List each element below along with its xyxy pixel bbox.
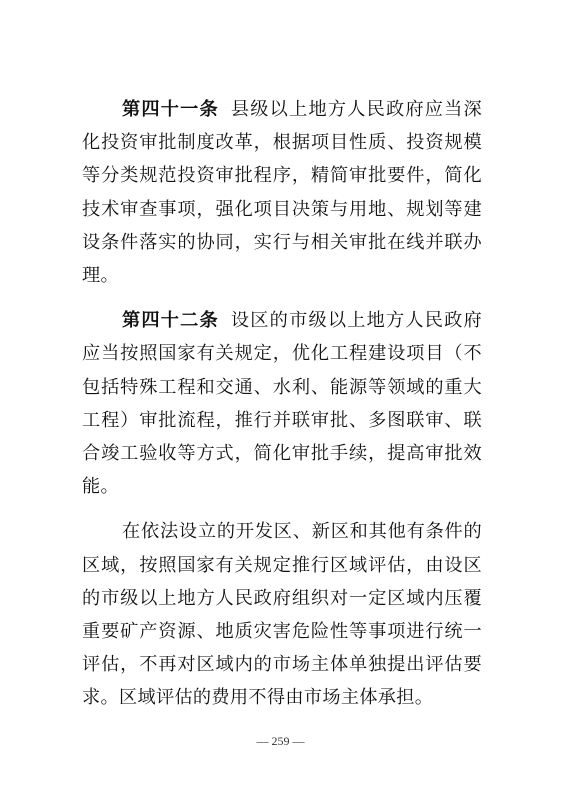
- article-41-heading: 第四十一条: [122, 99, 219, 120]
- article-42-paragraph: [82, 304, 482, 503]
- article-41-text: 县级以上地方人民政府应当深化投资审批制度改革，根据项目性质、投资规模等分类规范投资审批程序，精简审批要件，简化技术审查事项，强化项目决策与用地、规划等建设条件落实的协同，实行与相关审批在线并联办理。: [82, 99, 482, 287]
- article-42-text: 设区的市级以上地方人民政府应当按照国家有关规定，优化工程建设项目（不包括特殊工程和交通、水利、能源等领域的重大工程）审批流程，推行并联审批、多图联审、联合竣工验收等方式，简化审批手续，提高审批效能。: [82, 310, 482, 498]
- page-number: — 259 —: [256, 734, 305, 748]
- article-42-second-text: 在依法设立的开发区、新区和其他有条件的区域，按照国家有关规定推行区域评估，由设区的市级以上地方人民政府组织对一定区域内压覆重要矿产资源、地质灾害危险性等事项进行统一评估，不再对区域内的市场主体单独提出评估要求。区域评估的费用不得由市场主体承担。: [82, 521, 482, 709]
- article-42-second-paragraph: [82, 515, 482, 714]
- article-42-heading: 第四十二条: [122, 310, 219, 332]
- article-41-paragraph: [82, 93, 482, 292]
- body-text: [82, 93, 482, 727]
